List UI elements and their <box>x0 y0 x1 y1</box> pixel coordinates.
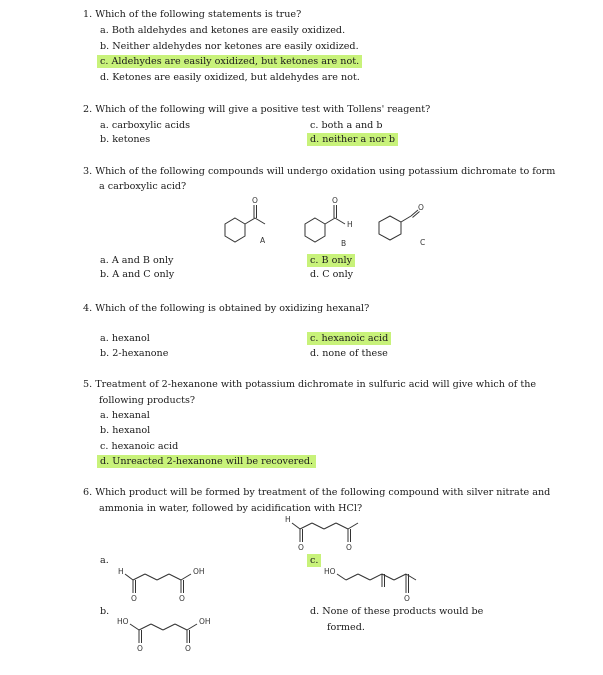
q3-option-a[interactable]: a. A and B only <box>100 255 174 266</box>
q5-option-b[interactable]: b. hexanol <box>100 425 151 436</box>
compound-c <box>379 203 425 247</box>
label-c: C <box>420 238 426 247</box>
compound-a <box>225 196 266 245</box>
hydroxyl: HO <box>324 567 336 576</box>
q4-option-a[interactable]: a. hexanol <box>100 333 150 344</box>
q6-structure-a <box>115 562 215 602</box>
q2-option-b[interactable]: b. ketones <box>100 134 151 145</box>
oxygen: O <box>404 594 410 602</box>
q6-option-d-line1[interactable]: d. None of these products would be <box>310 606 484 617</box>
oxygen: O <box>137 644 143 653</box>
q6-structure-b <box>115 612 225 654</box>
label-b: B <box>341 239 347 248</box>
q6-stem-line1: 6. Which product will be formed by treatment of the following compound with silver nitrate and <box>83 487 551 498</box>
oxygen: O <box>298 543 304 552</box>
oxygen: O <box>185 644 191 653</box>
q2-option-a[interactable]: a. carboxylic acids <box>100 120 191 131</box>
q5-stem-line2: following products? <box>99 395 196 406</box>
q6-option-c-selected[interactable]: c. <box>307 554 321 567</box>
hydroxyl: OH <box>199 617 211 626</box>
q1-option-a[interactable]: a. Both aldehydes and ketones are easily oxidized. <box>100 25 346 36</box>
aldehyde-h: H <box>347 220 353 229</box>
q5-option-d-selected[interactable]: d. Unreacted 2-hexanone will be recovered. <box>97 455 316 468</box>
hydroxyl: OH <box>193 567 205 576</box>
q6-option-a[interactable]: a. <box>100 555 109 566</box>
oxygen: O <box>346 543 352 552</box>
q4-option-c-selected[interactable]: c. hexanoic acid <box>307 332 391 345</box>
compound-b <box>305 196 353 248</box>
q2-option-c[interactable]: c. both a and b <box>310 120 383 131</box>
carbonyl-oxygen: O <box>418 203 424 212</box>
q1-option-c-selected[interactable]: c. Aldehydes are easily oxidized, but ketones are not. <box>97 55 362 68</box>
q6-option-b[interactable]: b. <box>100 606 110 617</box>
q6-option-d-line2: formed. <box>327 622 365 633</box>
carbonyl-oxygen: O <box>332 196 338 205</box>
q5-option-c[interactable]: c. hexanoic acid <box>100 441 179 452</box>
q4-option-d[interactable]: d. none of these <box>310 348 388 359</box>
q3-option-c-selected[interactable]: c. B only <box>307 254 355 267</box>
q2-stem: 2. Which of the following will give a positive test with Tollens' reagent? <box>83 104 431 115</box>
q4-option-b[interactable]: b. 2-hexanone <box>100 348 169 359</box>
q1-option-b[interactable]: b. Neither aldehydes nor ketones are easily oxidized. <box>100 41 359 52</box>
q5-stem-line1: 5. Treatment of 2-hexanone with potassium dichromate in sulfuric acid will give which of the <box>83 379 537 390</box>
q3-stem-line2: a carboxylic acid? <box>99 181 187 192</box>
q3-structures <box>215 190 445 252</box>
q6-stem-line2: ammonia in water, followed by acidification with HCl? <box>99 503 363 514</box>
oxygen: O <box>131 594 137 602</box>
q4-stem: 4. Which of the following is obtained by oxidizing hexanal? <box>83 303 370 314</box>
q6-structure-c <box>322 562 422 602</box>
q2-option-d-selected[interactable]: d. neither a nor b <box>307 133 398 146</box>
q1-option-d[interactable]: d. Ketones are easily oxidized, but aldehydes are not. <box>100 72 360 83</box>
hydroxyl: HO <box>117 617 129 626</box>
aldehyde-h: H <box>118 567 124 576</box>
oxygen: O <box>179 594 185 602</box>
aldehyde-h: H <box>285 515 291 524</box>
q3-option-d[interactable]: d. C only <box>310 269 354 280</box>
carbonyl-oxygen: O <box>252 196 258 205</box>
q3-option-b[interactable]: b. A and C only <box>100 269 175 280</box>
q5-option-a[interactable]: a. hexanal <box>100 410 150 421</box>
q3-stem-line1: 3. Which of the following compounds will undergo oxidation using potassium dichromate to form <box>83 166 556 177</box>
q1-stem: 1. Which of the following statements is true? <box>83 9 302 20</box>
q6-starting-compound <box>282 513 362 553</box>
label-a: A <box>260 236 266 245</box>
